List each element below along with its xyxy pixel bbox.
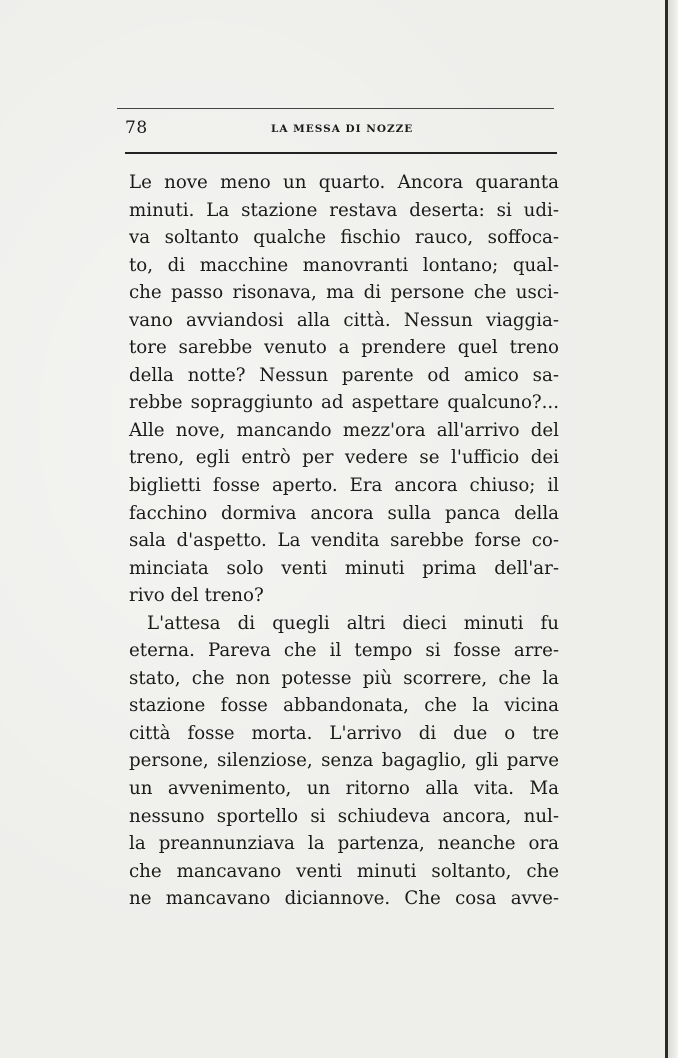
- text-line: facchino dormiva ancora sulla panca della: [129, 502, 559, 524]
- header-rule: [125, 152, 557, 154]
- text-line: che passo risonava, ma di persone che usci-: [129, 282, 559, 304]
- text-line: eterna. Pareva che il tempo si fosse arre-: [129, 640, 559, 662]
- text-line: della notte? Nessun parente od amico sa-: [129, 364, 559, 386]
- running-title: LA MESSA DI NOZZE: [271, 123, 414, 135]
- paragraph-start-line: L'attesa di quegli altri dieci minuti fu: [147, 612, 559, 634]
- text-line: va soltanto qualche fischio rauco, soffoca-: [129, 227, 559, 249]
- text-line: Le nove meno un quarto. Ancora quaranta: [129, 172, 559, 193]
- text-line: la preannunziava la partenza, neanche ora: [129, 833, 559, 855]
- page-header: [125, 116, 557, 144]
- text-line: stato, che non potesse più scorrere, che la: [129, 667, 559, 689]
- text-line: minuti. La stazione restava deserta: si udi-: [129, 199, 559, 221]
- text-line: stazione fosse abbandonata, che la vicina: [129, 695, 559, 717]
- page-edge-line: [665, 0, 668, 1058]
- text-line: biglietti fosse aperto. Era ancora chiuso; il: [129, 475, 559, 497]
- text-line: tore sarebbe venuto a prendere quel treno: [129, 337, 559, 359]
- text-line: città fosse morta. L'arrivo di due o tre: [129, 722, 559, 744]
- text-line: minciata solo venti minuti prima dell'ar-: [129, 557, 559, 579]
- top-rule: [117, 108, 554, 109]
- body-text: [129, 169, 559, 913]
- text-line: persone, silenziose, senza bagaglio, gli parve: [129, 750, 559, 772]
- text-line: treno, egli entrò per vedere se l'ufficio dei: [129, 447, 559, 469]
- text-line: Alle nove, mancando mezz'ora all'arrivo del: [129, 419, 559, 441]
- text-line: ne mancavano diciannove. Che cosa avve-: [129, 888, 559, 910]
- paragraph-end-line: rivo del treno?: [129, 585, 264, 607]
- text-line: nessuno sportello si schiudeva ancora, nul-: [129, 805, 559, 827]
- text-line: sala d'aspetto. La vendita sarebbe forse co-: [129, 530, 559, 552]
- text-line: che mancavano venti minuti soltanto, che: [129, 860, 559, 882]
- text-line: to, di macchine manovranti lontano; qual-: [129, 254, 559, 276]
- text-line: un avvenimento, un ritorno alla vita. Ma: [129, 778, 559, 800]
- page-number: 78: [125, 118, 148, 138]
- page-edge-shadow: [668, 0, 678, 1058]
- text-line: vano avviandosi alla città. Nessun viaggia-: [129, 309, 559, 331]
- text-line: rebbe sopraggiunto ad aspettare qualcuno?...: [129, 392, 559, 414]
